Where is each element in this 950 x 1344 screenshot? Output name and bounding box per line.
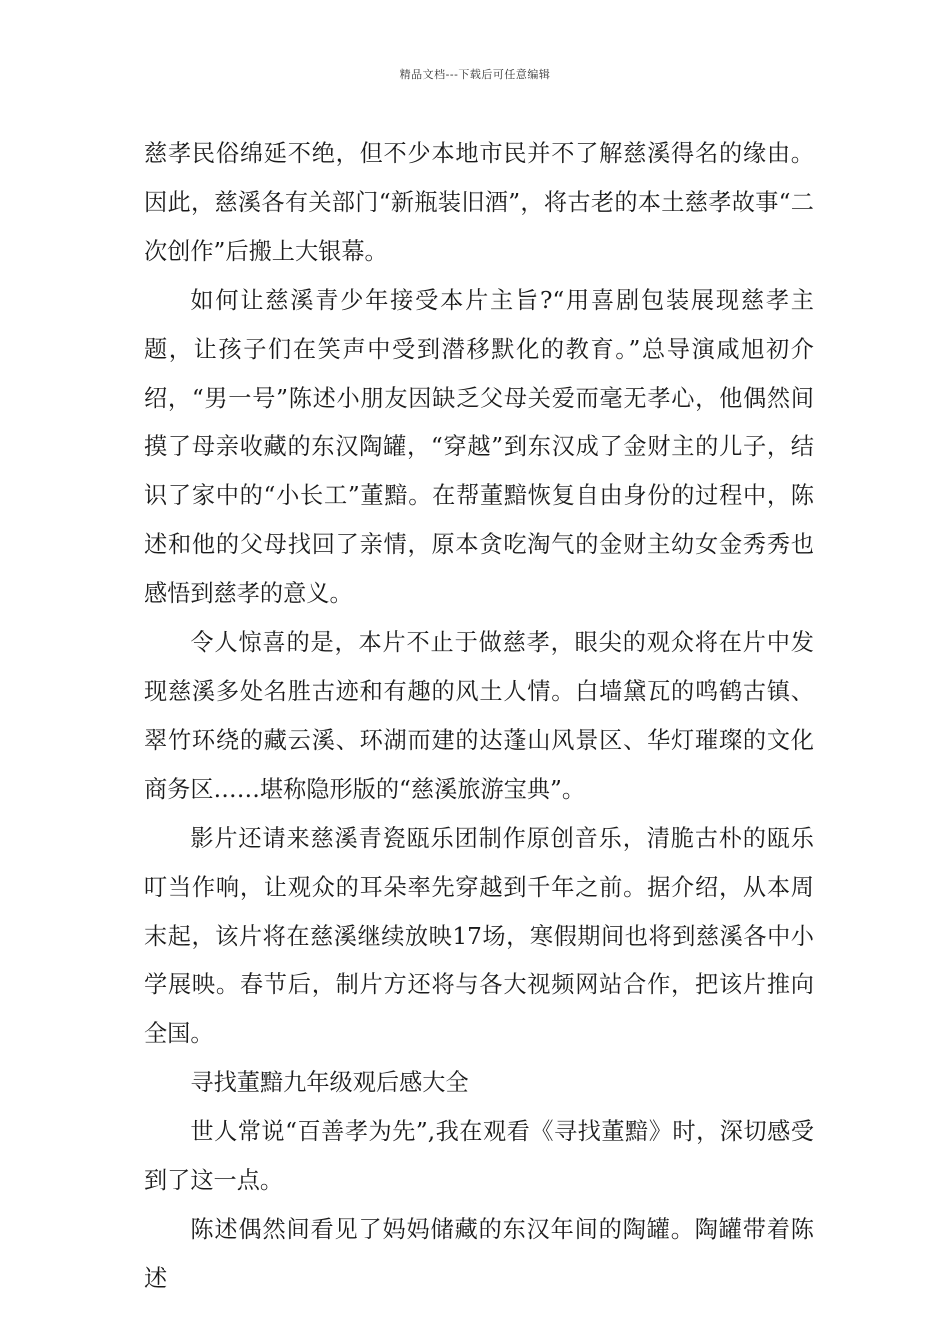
paragraph: 世人常说“百善孝为先”,我在观看《寻找董黯》时，深切感受到了这一点。 xyxy=(144,1118,814,1195)
paragraph: 令人惊喜的是，本片不止于做慈孝，眼尖的观众将在片中发现慈溪多处名胜古迹和有趣的风土人情。白墙黛瓦的鸣鹤古镇、翠竹环绕的藏云溪、环湖而建的达蓬山风景区、华灯璀璨的文化商务区……堪称隐形版的“慈溪旅游宝典”。 xyxy=(144,629,814,803)
paragraph-continuation: 慈孝民俗绵延不绝，但不少本地市民并不了解慈溪得名的缘由。因此，慈溪各有关部门“新瓶装旧酒”，将古老的本土慈孝故事“二次创作”后搬上大银幕。 xyxy=(144,140,814,265)
paragraph: 陈述偶然间看见了妈妈储藏的东汉年间的陶罐。陶罐带着陈述 xyxy=(144,1215,814,1292)
paragraph: 影片还请来慈溪青瓷瓯乐团制作原创音乐，清脆古朴的瓯乐叮当作响，让观众的耳朵率先穿越到千年之前。据介绍，从本周末起，该片将在慈溪继续放映17场，寒假期间也将到慈溪各中小学展映。春节后，制片方还将与各大视频网站合作，把该片推向全国。 xyxy=(144,824,814,1048)
page-header: 精品文档---下载后可任意编辑 xyxy=(399,68,551,81)
paragraph: 如何让慈溪青少年接受本片主旨?“用喜剧包装展现慈孝主题，让孩子们在笑声中受到潜移默化的教育。”总导演咸旭初介绍，“男一号”陈述小朋友因缺乏父母关爱而毫无孝心，他偶然间摸了母亲收藏的东汉陶罐，“穿越”到东汉成了金财主的儿子，结识了家中的“小长工”董黯。在帮董黯恢复自由身份的过程中，陈述和他的父母找回了亲情，原本贪吃淘气的金财主幼女金秀秀也感悟到慈孝的意义。 xyxy=(144,286,814,608)
section-heading: 寻找董黯九年级观后感大全 xyxy=(190,1069,469,1097)
document-body xyxy=(144,130,814,1304)
